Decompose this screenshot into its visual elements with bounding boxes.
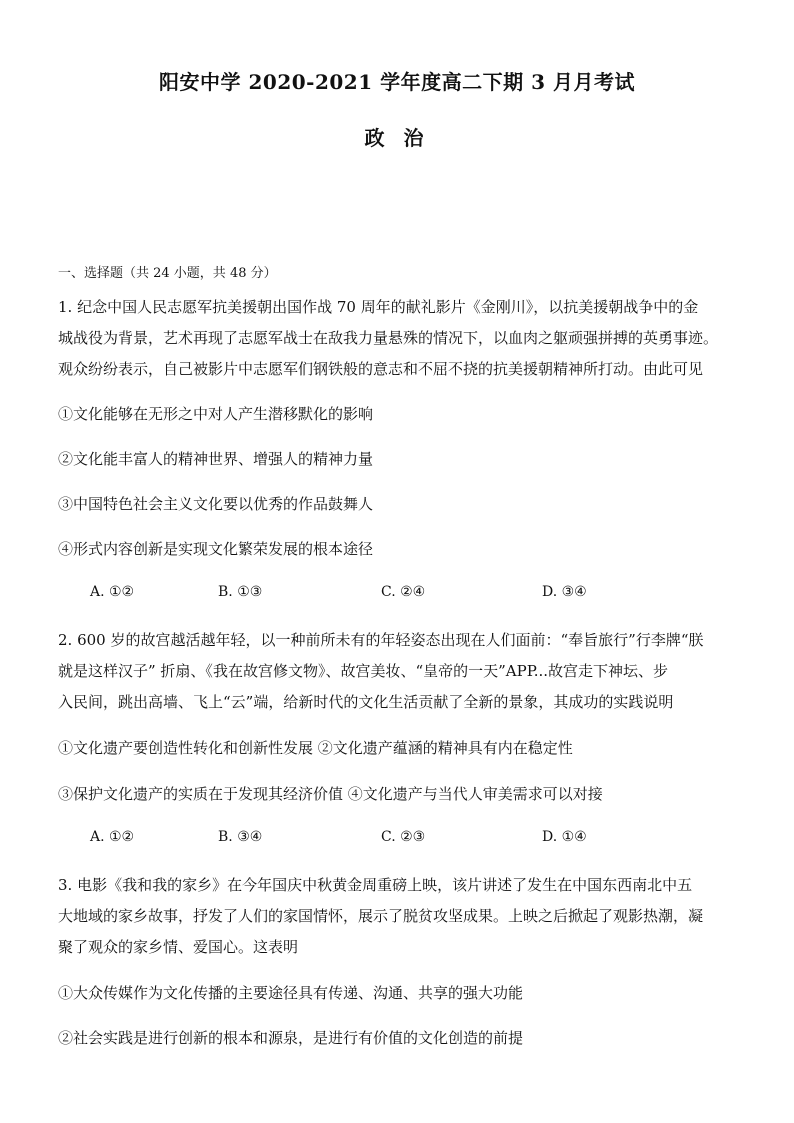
question-2-statement-1: ①文化遗产要创造性转化和创新性发展 ②文化遗产蕴涵的精神具有内在稳定性 (58, 739, 573, 757)
question-2-option-c: C. ②③ (381, 829, 426, 845)
question-1-statement-3: ③中国特色社会主义文化要以优秀的作品鼓舞人 (58, 495, 374, 513)
question-1-stem-line-3: 观众纷纷表示，自己被影片中志愿军们钢铁般的意志和不屈不挠的抗美援朝精神所打动。由此可见 (58, 360, 704, 378)
question-1-stem-line-1: 1. 纪念中国人民志愿军抗美援朝出国作战 70 周年的献礼影片《金刚川》，以抗美援朝战争中的金 (58, 298, 699, 316)
question-2-option-a: A. ①② (90, 829, 135, 845)
question-1-option-b: B. ①③ (218, 584, 263, 600)
question-1-stem-line-2: 城战役为背景，艺术再现了志愿军战士在敌我力量悬殊的情况下，以血肉之躯顽强拼搏的英勇事迹。 (58, 329, 719, 347)
question-1-option-c: C. ②④ (381, 584, 426, 600)
question-1-option-d: D. ③④ (542, 584, 587, 600)
question-2-option-b: B. ③④ (218, 829, 263, 845)
question-2-stem-line-2: 就是这样汉子” 折扇、《我在故宫修文物》、故宫美妆、“皇帝的一天”APP...故宫走下神坛、步 (58, 662, 669, 680)
question-2-stem-line-1: 2. 600 岁的故宫越活越年轻，以一种前所未有的年轻姿态出现在人们面前：“奉旨旅行”行李牌“朕 (58, 631, 704, 649)
question-3-stem-line-1: 3. 电影《我和我的家乡》在今年国庆中秋黄金周重磅上映，该片讲述了发生在中国东西南北中五 (58, 876, 693, 894)
exam-title: 阳安中学 2020-2021 学年度高二下期 3 月月考试 (159, 70, 635, 94)
question-2-stem-line-3: 入民间，跳出高墙、飞上“云”端，给新时代的文化生活贡献了全新的景象，其成功的实践说明 (58, 693, 674, 711)
question-2-option-d: D. ①④ (542, 829, 587, 845)
question-1-statement-4: ④形式内容创新是实现文化繁荣发展的根本途径 (58, 540, 374, 558)
question-1-statement-2: ②文化能丰富人的精神世界、增强人的精神力量 (58, 450, 374, 468)
question-3-stem-line-3: 聚了观众的家乡情、爱国心。这表明 (58, 938, 299, 956)
question-3-statement-1: ①大众传媒作为文化传播的主要途径具有传递、沟通、共享的强大功能 (58, 984, 524, 1002)
question-2-statement-2: ③保护文化遗产的实质在于发现其经济价值 ④文化遗产与当代人审美需求可以对接 (58, 785, 603, 803)
question-3-statement-2: ②社会实践是进行创新的根本和源泉，是进行有价值的文化创造的前提 (58, 1029, 524, 1047)
question-1-option-a: A. ①② (90, 584, 135, 600)
question-3-stem-line-2: 大地域的家乡故事，抒发了人们的家国情怀，展示了脱贫攻坚成果。上映之后掀起了观影热潮，凝 (58, 907, 704, 925)
question-1-statement-1: ①文化能够在无形之中对人产生潜移默化的影响 (58, 405, 374, 423)
section-heading: 一、选择题（共 24 小题，共 48 分） (58, 266, 277, 281)
exam-subject: 政 治 (364, 126, 430, 150)
